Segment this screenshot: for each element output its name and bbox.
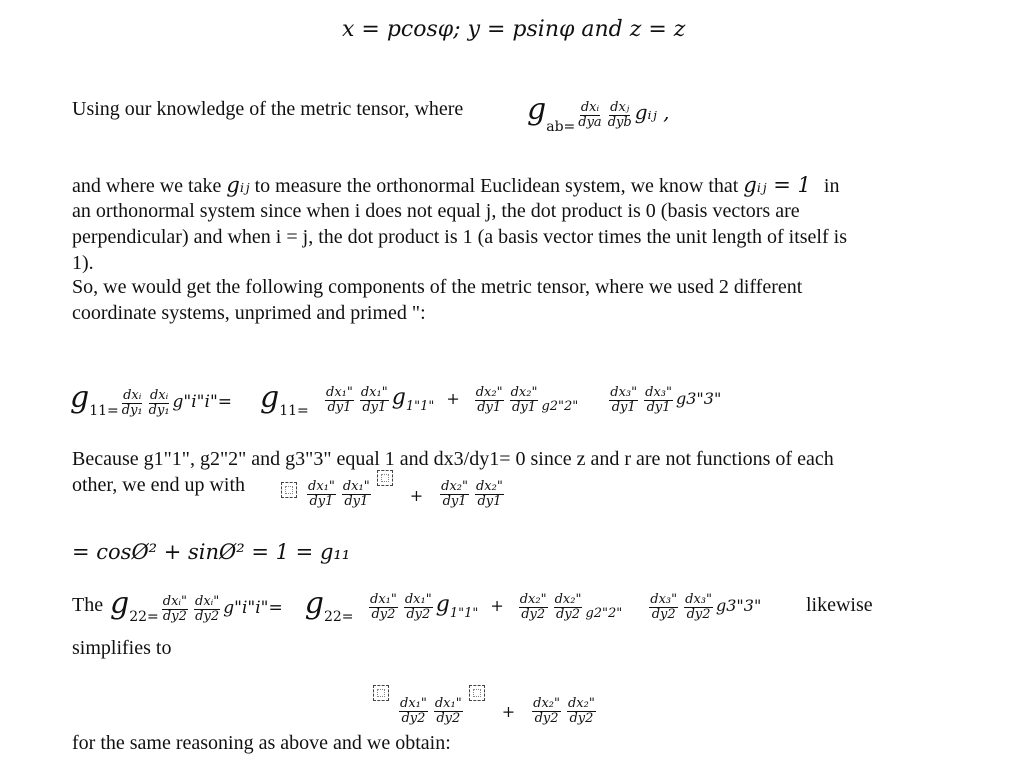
equation-g11: g11= $\frac{\text{dxᵢ}}{\text{dy₁}}$ $\frac{\text{dxᵢ}}{\text{dy₁}}$ g"i"i"= g11= — [70, 380, 309, 419]
placeholder-box — [469, 685, 485, 701]
fraction: $\frac{\text{dxᵢ}}{\text{dya}}$ — [578, 99, 602, 130]
intro-metric-formula — [527, 92, 670, 135]
equation-g11-expansion: $\frac{\text{dx₁"}}{dy1}$ $\frac{\text{dx₁"}}{dy1}$ $g_{1"1"}$ + $\frac{\text{dx₂"}}{dy1}$ $\frac{\text{dx₂"}}{dy1}$ $_{g2"2"}$ $\frac{\text{dx₃"}}{dy1}$ $\frac{\text{dx₃"}}{dy1}$ g3"3" — [326, 384, 722, 415]
para1-line5: So, we would get the following components of the metric tensor, where we used 2 different — [72, 276, 803, 298]
equation-g22-expansion: $\frac{\text{dx₁"}}{dy2}$ $\frac{\text{dx₁"}}{dy2}$ $g_{1"1"}$ + $\frac{\text{dx₂"}}{dy2}$ $\frac{\text{dx₂"}}{dy2}$ $_{g2"2"}$ $\frac{\text{dx₃"}}{dy2}$ $\frac{\text{dx₃"}}{dy2}$ g3"3" — [370, 591, 762, 622]
result-g11: = cosØ² + sinØ² = 1 = g₁₁ — [72, 540, 351, 564]
para1-line4: 1). — [72, 252, 94, 274]
because-expression: $\frac{\text{dx₁"}}{dy1}$ $\frac{\text{dx₁"}}{dy1}$ + $\frac{\text{dx₂"}}{dy1}$ $\frac{\text{dx₂"}}{dy1}$ — [278, 470, 507, 509]
gij-term: gᵢⱼ , — [634, 100, 670, 124]
gij-equals-one: gᵢⱼ = 1 — [743, 173, 811, 197]
placeholder-box — [377, 470, 393, 486]
intro-text: Using our knowledge of the metric tensor, where — [72, 98, 464, 120]
gij-inline: gᵢⱼ — [226, 173, 250, 197]
eq2-the: The — [72, 594, 104, 616]
placeholder-box — [281, 482, 297, 498]
closing-line: for the same reasoning as above and we obtain: — [72, 732, 451, 754]
header-equation: x = pcosφ; y = psinφ and z = z — [342, 17, 686, 42]
eq2-likewise: likewise — [806, 594, 873, 616]
intro-line — [72, 96, 463, 122]
para1-line1: and where we take gᵢⱼ to measure the orthonormal Euclidean system, we know that gᵢⱼ = 1 in — [72, 173, 840, 197]
equation-g22: g22= $\frac{\text{dxᵢ"}}{dy2}$ $\frac{\text{dxᵢ"}}{dy2}$ g"i"i"= g22= — [110, 586, 354, 625]
fraction: $\frac{\text{dxⱼ}}{\text{dyb}}$ — [607, 99, 632, 130]
because-line2: other, we end up with — [72, 474, 246, 496]
placeholder-box — [373, 685, 389, 701]
para1-line3: perpendicular) and when i = j, the dot product is 1 (a basis vector times the unit length of itself is — [72, 226, 847, 248]
para1-line2: an orthonormal system since when i does not equal j, the dot product is 0 (basis vectors are — [72, 200, 800, 222]
because-line1: Because g1"1", g2"2" and g3"3" equal 1 and dx3/dy1= 0 since z and r are not functions of each — [72, 448, 834, 470]
equation-g22-simplified: $\frac{\text{dx₁"}}{dy2}$ $\frac{\text{dx₁"}}{dy2}$ + $\frac{\text{dx₂"}}{dy2}$ $\frac{\text{dx₂"}}{dy2}$ — [370, 685, 599, 726]
para1-line6: coordinate systems, unprimed and primed ": — [72, 302, 426, 324]
eq2-simplifies: simplifies to — [72, 637, 172, 659]
metric-sub: ab= — [546, 119, 576, 135]
metric-symbol: g — [527, 92, 547, 127]
